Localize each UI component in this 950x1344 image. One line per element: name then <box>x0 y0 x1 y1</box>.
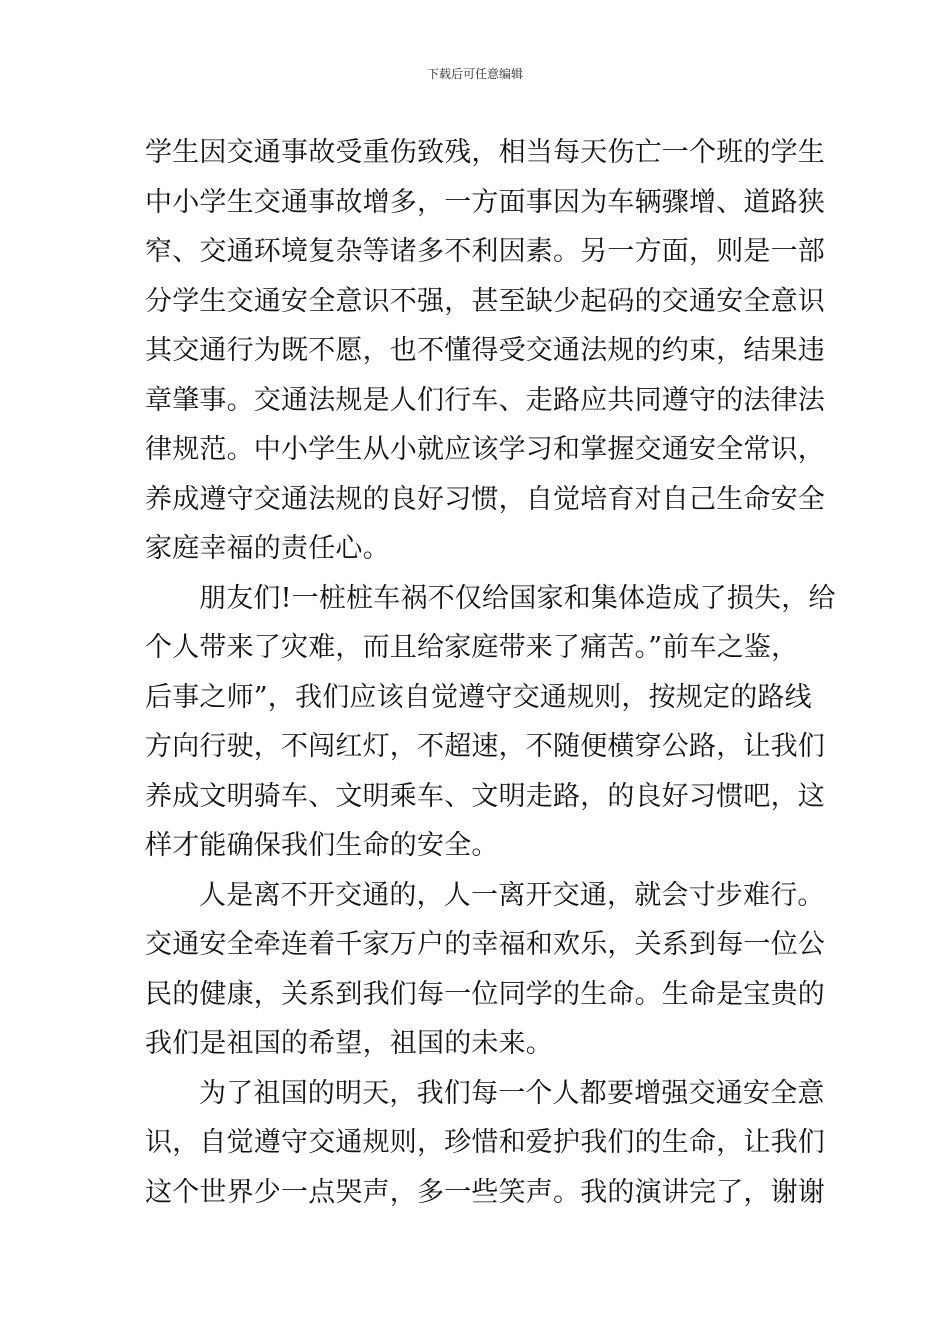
document-body <box>145 128 836 1217</box>
text-line: 朋友们!一桩桩车祸不仅给国家和集体造成了损失，给 <box>199 582 836 614</box>
text-line: 样才能确保我们生命的安全。 <box>145 830 499 861</box>
page-header-note: 下载后可任意编辑 <box>426 67 523 81</box>
text-line: 其交通行为既不愿，也不懂得受交通法规的约束，结果违 <box>145 335 825 366</box>
text-line: 养成遵守交通法规的良好习惯，自觉培育对自己生命安全 <box>145 483 825 515</box>
text-line: 分学生交通安全意识不强，甚至缺少起码的交通安全意识 <box>145 285 825 317</box>
text-line: 人是离不开交通的，人一离开交通，就会寸步难行。 <box>199 879 825 911</box>
text-line: 律规范。中小学生从小就应该学习和掌握交通安全常识， <box>145 434 825 465</box>
text-line: 方向行驶，不闯红灯，不超速，不随便横穿公路，让我们 <box>145 731 825 762</box>
paragraph <box>145 871 825 1069</box>
text-line: 窄、交通环境复杂等诸多不利因素。另一方面，则是一部 <box>145 236 825 267</box>
text-line: 学生因交通事故受重伤致残，相当每天伤亡一个班的学生 <box>145 137 825 168</box>
text-line: 养成文明骑车、文明乘车、文明走路，的良好习惯吧，这 <box>145 780 825 812</box>
text-line: 民的健康，关系到我们每一位同学的生命。生命是宝贵的 <box>145 978 825 1010</box>
text-line: 为了祖国的明天，我们每一个人都要增强交通安全意 <box>199 1077 825 1109</box>
paragraph <box>145 574 836 871</box>
text-line: 这个世界少一点哭声，多一些笑声。我的演讲完了，谢谢 <box>145 1176 825 1208</box>
text-line: 个人带来了灾难，而且给家庭带来了痛苦。”前车之鉴， <box>145 632 799 663</box>
text-line: 章肇事。交通法规是人们行车、走路应共同遵守的法律法 <box>145 384 825 416</box>
text-line: 后事之师”，我们应该自觉遵守交通规则，按规定的路线 <box>145 681 812 713</box>
text-line: 中小学生交通事故增多，一方面事因为车辆骤增、道路狭 <box>145 186 825 218</box>
paragraph <box>145 128 825 574</box>
paragraph <box>145 1069 825 1218</box>
text-line: 家庭幸福的责任心。 <box>145 533 390 564</box>
text-line: 我们是祖国的希望，祖国的未来。 <box>145 1028 553 1059</box>
text-line: 识，自觉遵守交通规则，珍惜和爱护我们的生命，让我们 <box>145 1127 825 1158</box>
text-line: 交通安全牵连着千家万户的幸福和欢乐，关系到每一位公 <box>145 929 825 960</box>
